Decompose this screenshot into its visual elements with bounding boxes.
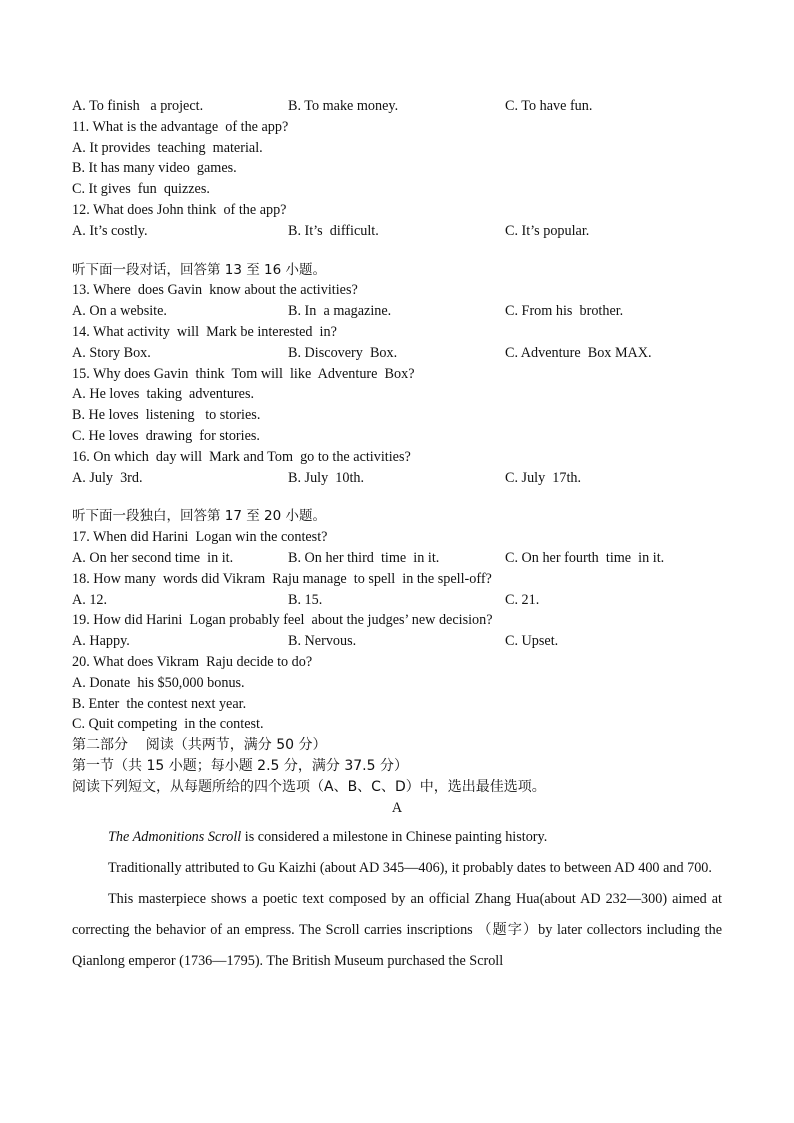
- passage-paragraph-2: Traditionally attributed to Gu Kaizhi (about AD 345—406), it probably dates to between AD 400 and 700.: [108, 859, 712, 876]
- q18-options: [72, 590, 722, 611]
- question-16: 16. On which day will Mark and Tom go to the activities?: [72, 448, 411, 465]
- passage-paragraph-3: This masterpiece shows a poetic text composed by an official Zhang Hua(about AD 232—300) aimed at correcting the behavior of an empress. The Scroll carries inscriptions （题字）by later collectors including the Qianlong emperor (1736—1795). The British Museum purchased the Scroll: [72, 890, 722, 969]
- q12-options: [72, 221, 722, 242]
- question-15: 15. Why does Gavin think Tom will like Adventure Box?: [72, 365, 415, 382]
- exam-page: [72, 96, 722, 977]
- option-c: C. It gives fun quizzes.: [72, 181, 210, 198]
- option-a: A. July 3rd.: [72, 469, 143, 486]
- q10-options: [72, 96, 722, 117]
- option-a: A. Story Box.: [72, 344, 151, 361]
- option-c: C. July 17th.: [505, 469, 582, 486]
- option-a: A. On her second time in it.: [72, 549, 234, 566]
- option-b: B. July 10th.: [288, 469, 365, 486]
- question-19: 19. How did Harini Logan probably feel about the judges’ new decision?: [72, 612, 493, 629]
- question-12: 12. What does John think of the app?: [72, 201, 287, 218]
- option-b: B. It’s difficult.: [288, 222, 379, 239]
- option-c: C. He loves drawing for stories.: [72, 427, 260, 444]
- option-a: A. Donate his $50,000 bonus.: [72, 674, 245, 691]
- question-13: 13. Where does Gavin know about the activities?: [72, 282, 358, 299]
- option-b: B. In a magazine.: [288, 303, 392, 320]
- q13-options: [72, 301, 722, 322]
- section-one-title: 第一节（共 15 小题；每小题 2.5 分，满分 37.5 分）: [72, 757, 408, 774]
- question-20: 20. What does Vikram Raju decide to do?: [72, 653, 313, 670]
- question-17: 17. When did Harini Logan win the contest?: [72, 529, 328, 546]
- option-c: C. Upset.: [505, 633, 559, 650]
- passage-letter: A: [391, 799, 403, 816]
- question-14: 14. What activity will Mark be interested in?: [72, 323, 337, 340]
- option-c: C. It’s popular.: [505, 222, 590, 239]
- option-a: A. To finish a project.: [72, 98, 204, 114]
- q16-options: [72, 468, 722, 489]
- paragraph-1-text: is considered a milestone in Chinese painting history.: [241, 828, 548, 845]
- option-b: B. Enter the contest next year.: [72, 695, 247, 712]
- option-b: B. Nervous.: [288, 633, 357, 650]
- option-c: C. 21.: [505, 591, 540, 608]
- option-a: A. Happy.: [72, 633, 130, 650]
- option-a: A. On a website.: [72, 303, 167, 320]
- q19-options: [72, 631, 722, 652]
- option-a: A. 12.: [72, 591, 108, 608]
- option-b: B. He loves listening to stories.: [72, 407, 261, 424]
- option-b: B. To make money.: [288, 98, 399, 114]
- option-a: A. He loves taking adventures.: [72, 386, 255, 403]
- option-b: B. 15.: [288, 591, 323, 608]
- section-one-instruction: 阅读下列短文，从每题所给的四个选项（A、B、C、D）中，选出最佳选项。: [72, 778, 546, 795]
- option-a: A. It provides teaching material.: [72, 139, 263, 156]
- question-18: 18. How many words did Vikram Raju manage to spell in the spell-off?: [72, 570, 492, 587]
- part-two-title: 第二部分 阅读（共两节，满分 50 分）: [72, 737, 327, 754]
- q14-options: [72, 343, 722, 364]
- scroll-title: The Admonitions Scroll: [108, 828, 242, 845]
- option-b: B. It has many video games.: [72, 160, 237, 177]
- section-instruction-13-16: 听下面一段对话，回答第 13 至 16 小题。: [72, 261, 327, 278]
- option-a: A. It’s costly.: [72, 222, 148, 239]
- q17-options: [72, 548, 722, 569]
- passage-paragraph-1: [72, 822, 722, 853]
- question-11: 11. What is the advantage of the app?: [72, 118, 289, 135]
- option-b: B. On her third time in it.: [288, 549, 440, 566]
- option-c: C. Quit competing in the contest.: [72, 716, 264, 733]
- option-c: C. On her fourth time in it.: [505, 549, 665, 566]
- section-instruction-17-20: 听下面一段独白，回答第 17 至 20 小题。: [72, 508, 327, 525]
- option-c: C. To have fun.: [505, 98, 593, 114]
- option-c: C. Adventure Box MAX.: [505, 344, 652, 361]
- option-b: B. Discovery Box.: [288, 344, 398, 361]
- option-c: C. From his brother.: [505, 303, 624, 320]
